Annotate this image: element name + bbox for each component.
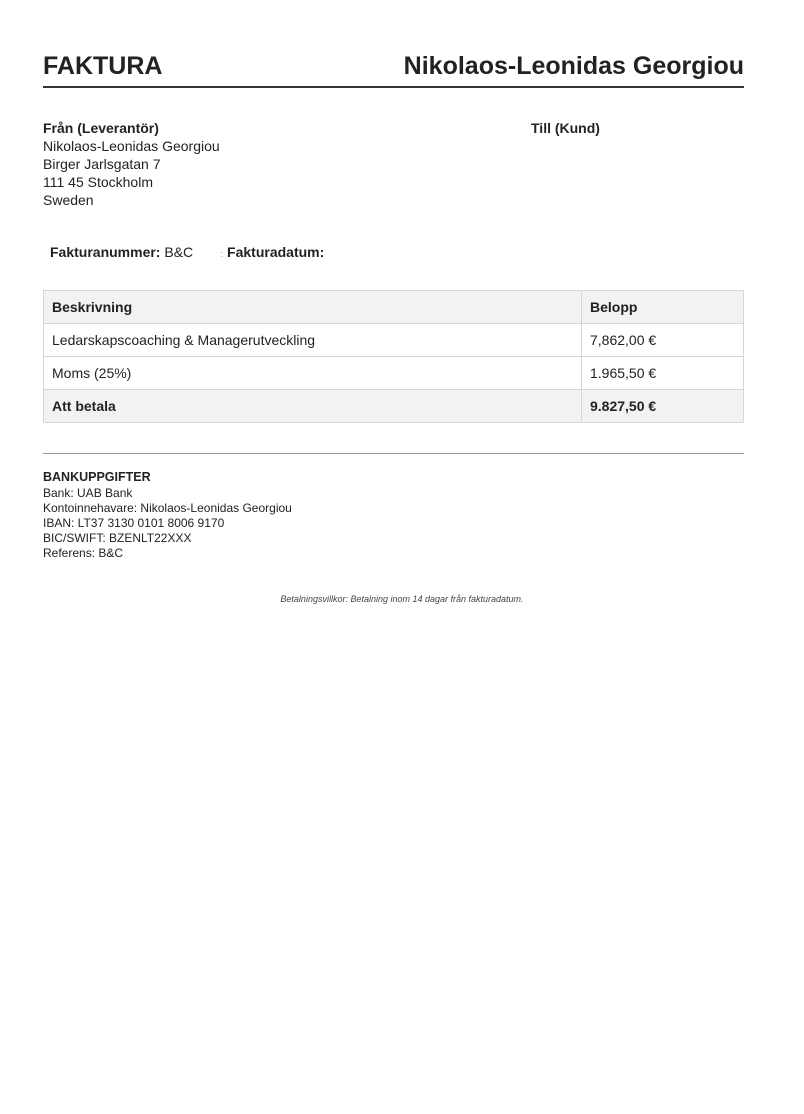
customer-label: Till (Kund) xyxy=(531,120,600,136)
total-label: Att betala xyxy=(44,390,582,423)
row-description: Moms (25%) xyxy=(44,357,582,390)
iban: IBAN: LT37 3130 0101 8006 9170 xyxy=(43,516,225,530)
header-divider xyxy=(43,86,744,88)
table-row xyxy=(44,357,744,390)
column-header-amount: Belopp xyxy=(582,291,744,324)
supplier-country: Sweden xyxy=(43,192,94,208)
payment-terms: Betalningsvillkor: Betalning inom 14 dagar från fakturadatum. xyxy=(280,594,524,604)
account-holder: Kontoinnehavare: Nikolaos-Leonidas Georgiou xyxy=(43,501,292,515)
supplier-block xyxy=(43,119,220,209)
invoice-number-label: Fakturanummer: xyxy=(50,244,161,260)
row-amount: 7,862,00 € xyxy=(582,324,744,357)
supplier-city: 111 45 Stockholm xyxy=(43,174,153,190)
bank-details xyxy=(43,470,292,561)
payment-reference: Referens: B&C xyxy=(43,546,124,560)
supplier-name: Nikolaos-Leonidas Georgiou xyxy=(43,138,220,154)
bic-swift: BIC/SWIFT: BZENLT22XXX xyxy=(43,531,192,545)
invoice-date-label: Fakturadatum: xyxy=(227,244,325,260)
column-header-description: Beskrivning xyxy=(44,291,582,324)
bank-name: Bank: UAB Bank xyxy=(43,486,133,500)
supplier-header-name: Nikolaos-Leonidas Georgiou xyxy=(403,52,744,80)
supplier-street: Birger Jarlsgatan 7 xyxy=(43,156,161,172)
customer-block xyxy=(531,119,600,137)
row-description: Ledarskapscoaching & Managerutveckling xyxy=(44,324,582,357)
supplier-label: Från (Leverantör) xyxy=(43,120,159,136)
row-amount: 1.965,50 € xyxy=(582,357,744,390)
invoice-title: FAKTURA xyxy=(43,52,163,80)
total-amount: 9.827,50 € xyxy=(582,390,744,423)
table-row xyxy=(44,324,744,357)
bank-title: BANKUPPGIFTER xyxy=(43,470,151,484)
invoice-meta xyxy=(50,244,324,260)
meta-separator: : xyxy=(220,249,224,259)
total-row xyxy=(44,390,744,423)
section-divider xyxy=(43,453,744,454)
invoice-number-value: B&C xyxy=(164,244,194,260)
table-header-row xyxy=(44,291,744,324)
line-items-table xyxy=(43,290,744,423)
